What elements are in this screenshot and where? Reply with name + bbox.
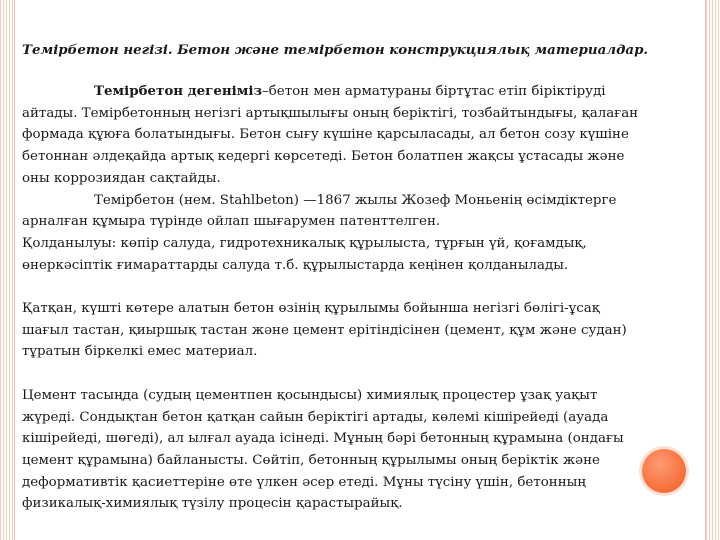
definition-term: Темірбетон дегеніміз bbox=[94, 83, 263, 99]
left-border-decoration bbox=[0, 0, 14, 540]
paragraph-history bbox=[22, 190, 674, 233]
slide-body bbox=[22, 40, 674, 515]
paragraph-definition bbox=[22, 81, 674, 190]
history-line: арналған құмыра түрінде ойлап шығарумен патенттелген. bbox=[22, 214, 441, 230]
cement-line: цемент құрамына) байланысты. Сөйтіп, бетонның құрылымы оның беріктік және bbox=[22, 452, 600, 468]
composition-line: Қатқан, күшті көтере алатын бетон өзінің құрылымы бойынша негізгі бөлігі-ұсақ bbox=[22, 301, 600, 317]
orange-circle-decoration bbox=[642, 449, 686, 493]
cement-line: кішірейеді, шөгеді), ал ылғал ауада ісінеді. Мұның бәрі бетонның құрамына (ондағы bbox=[22, 431, 624, 447]
cement-line: жүреді. Сондықтан бетон қатқан сайын беріктігі артады, көлемі кішірейеді (ауада bbox=[22, 409, 609, 425]
left-frame-line bbox=[14, 0, 15, 540]
paragraph-usage bbox=[22, 233, 674, 276]
history-line: Темірбетон (нем. Stahlbeton) —1867 жылы Жозеф Моньенің өсімдіктерге bbox=[94, 192, 617, 208]
definition-line: оны коррозиядан сақтайды. bbox=[22, 170, 221, 186]
slide-title: Темірбетон негізі. Бетон және темірбетон конструкциялық материалдар. bbox=[22, 42, 649, 58]
composition-line: тұратын біркелкі емес материал. bbox=[22, 344, 258, 360]
cement-line: физикалық-химиялық түзілу процесін қарастырайық. bbox=[22, 496, 403, 512]
usage-line: Қолданылуы: көпір салуда, гидротехникалық құрылыста, тұрғын үй, қоғамдық, bbox=[22, 235, 587, 251]
cement-line: Цемент тасыңда (судың цементпен қосындысы) химиялық процестер ұзақ уақыт bbox=[22, 387, 598, 403]
definition-line: формада құюға болатындығы. Бетон сығу күшіне қарсыласады, ал бетон созу күшіне bbox=[22, 127, 629, 143]
definition-line: бетоннан әлдеқайда артық кедергі көрсетеді. Бетон болатпен жақсы ұстасады және bbox=[22, 149, 625, 165]
right-border-decoration bbox=[706, 0, 720, 540]
definition-line-1: –бетон мен арматураны біртұтас етіп біріктіруді bbox=[262, 84, 606, 99]
paragraph-cement bbox=[22, 385, 674, 515]
paragraph-composition bbox=[22, 298, 674, 363]
cement-line: деформативтік қасиеттеріне өте үлкен әсер етеді. Мұны түсіну үшін, бетонның bbox=[22, 474, 586, 490]
right-frame-line bbox=[705, 0, 706, 540]
usage-line: өнеркәсіптік ғимараттарды салуда т.б. құрылыстарда кеңінен қолданылады. bbox=[22, 257, 569, 273]
composition-line: шағыл тастан, қиыршық тастан және цемент ерітіндісінен (цемент, құм және судан) bbox=[22, 322, 627, 338]
definition-line: айтады. Темірбетонның негізгі артықшылығы оның беріктігі, тозбайтындығы, қалаған bbox=[22, 105, 639, 121]
